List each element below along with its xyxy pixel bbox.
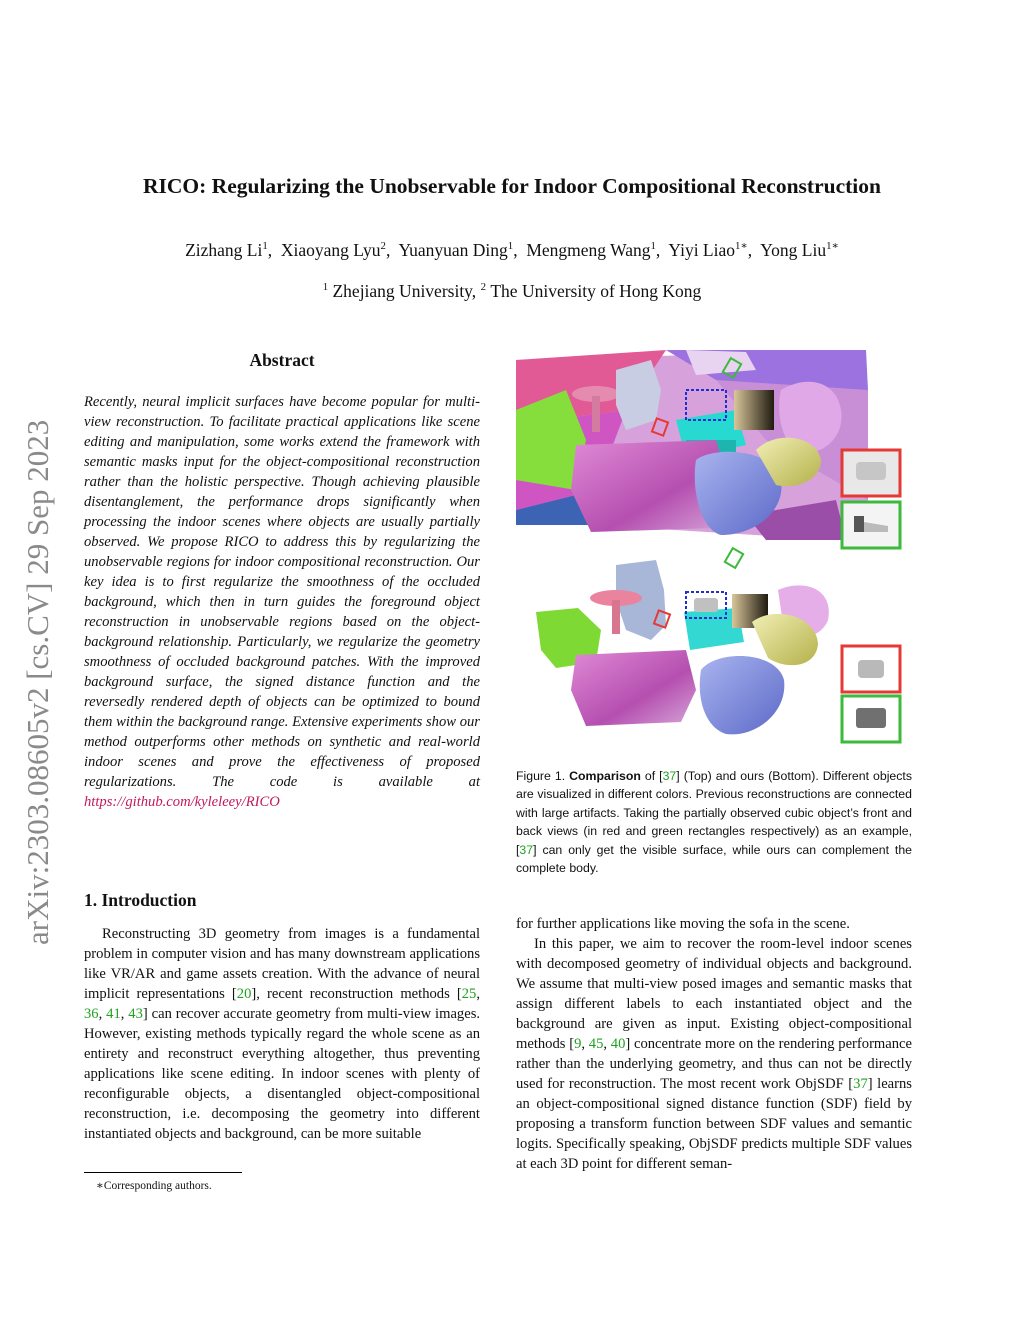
bottom-reconstruction xyxy=(536,548,900,742)
arxiv-watermark: arXiv:2303.08605v2 [cs.CV] 29 Sep 2023 xyxy=(20,419,55,945)
abstract-body xyxy=(84,392,480,812)
figure-1-caption: Figure 1. Comparison of [37] (Top) and ours (Bottom). Different objects are visualized in different colors. Previous reconstructions are connected with large artifacts. Taking the partially observed cubic object’s front and back views (in red and green rectangles respectively) as an example, [37] can only get the visible surface, while ours can complement the complete body. xyxy=(516,769,912,876)
top-reconstruction xyxy=(516,350,900,548)
introduction-paragraph-1-cont: for further applications like moving the sofa in the scene. xyxy=(516,916,850,932)
citation-link[interactable]: 41 xyxy=(106,1006,121,1022)
author-name: Zizhang Li xyxy=(185,240,263,260)
citation-link[interactable]: 20 xyxy=(236,986,252,1002)
author-name: Yiyi Liao xyxy=(668,240,735,260)
citation-link[interactable]: 37 xyxy=(519,842,534,857)
affiliations: $^1$ Zhejiang University, $^2$ The University of Hong Kong xyxy=(322,281,702,301)
right-column-text xyxy=(516,914,912,1174)
figure-1-illustration xyxy=(516,350,912,750)
footnote: ∗Corresponding authors. xyxy=(96,1180,212,1192)
footnote-rule xyxy=(84,1172,242,1173)
author-list: Zizhang Li$^1$, Xiaoyang Lyu$^2$, Yuanyuan Ding$^1$, Mengmeng Wang$^1$, Yiyi Liao$^{1∗}$, Yong Liu$^{1∗}$ xyxy=(185,240,839,260)
affiliation-1: Zhejiang University, xyxy=(332,281,477,301)
code-link[interactable]: https://github.com/kyleleey/RICO xyxy=(84,794,280,810)
introduction-heading: 1. Introduction xyxy=(84,890,197,910)
citation-link[interactable]: 43 xyxy=(128,1006,143,1022)
introduction-paragraph-2: In this paper, we aim to recover the room-level indoor scenes with decomposed geometry of individual objects and background. We assume that multi-view posed images and semantic masks that assign different labels to each instantiated object and the background are given as input. Existing object-compositional methods [9, 45, 40] concentrate more on the rendering performance rather than the underlying geometry, and thus can not be directly used for reconstruction. The most recent work ObjSDF [37] learns an object-compositional signed distance function (SDF) field by proposing a transform function between SDF values and semantic logits. Specifically speaking, ObjSDF predicts multiple SDF values at each 3D point for different seman- xyxy=(516,936,913,1172)
citation-link[interactable]: 37 xyxy=(662,769,677,783)
author-name: Mengmeng Wang xyxy=(526,240,651,260)
figure-1 xyxy=(516,350,912,750)
citation-link[interactable]: 40 xyxy=(610,1036,626,1052)
affiliation-2: The University of Hong Kong xyxy=(490,281,702,301)
citation-link[interactable]: 25 xyxy=(461,986,477,1002)
citation-link[interactable]: 36 xyxy=(84,1006,99,1022)
abstract-text: Recently, neural implicit surfaces have become popular for multi-view reconstruction. To facilitate practical applications like scene editing and manipulation, some works extend the framework with semantic masks input for the object-compositional reconstruction rather than the holistic perspective. Though achieving plausible disentanglement, the performance drops significantly when processing the indoor scenes where objects are usually partially observed. We propose RICO to address this by regularizing the unobservable regions for indoor compositional reconstruction. Our key idea is to first regularize the smoothness of the occluded background, which then in turn guides the foreground object reconstruction in unobservable regions based on the object-background relationship. Particularly, we regularize the geometry smoothness of occluded background patches. With the improved background surface, the signed distance function and the reversedly rendered depth of objects can be optimized to bound them within the background range. Extensive experiments show our method outperforms other methods on synthetic and real-world indoor scenes and prove the effectiveness of proposed regularizations. The code is available at xyxy=(84,394,480,790)
author-name: Xiaoyang Lyu xyxy=(280,240,381,260)
citation-link[interactable]: 37 xyxy=(853,1076,868,1092)
introduction-paragraph-1: Reconstructing 3D geometry from images is a fundamental problem in computer vision and has many downstream applications like VR/AR and game assets creation. With the advance of neural implicit representations [20], recent reconstruction methods [25, 36, 41, 43] can recover accurate geometry from multi-view images. However, existing methods typically regard the whole scene as an entirety and reconstruct everything altogether, thus preventing applications like scene editing. In indoor scenes with plenty of reconfigurable objects, a disentangled object-compositional reconstruction, i.e. decomposing the geometry into different instantiated objects and background, can be more suitable xyxy=(84,926,481,1142)
abstract-heading: Abstract xyxy=(249,350,315,370)
author-name: Yong Liu xyxy=(760,240,827,260)
citation-link[interactable]: 9 xyxy=(574,1036,582,1052)
paper-title: RICO: Regularizing the Unobservable for Indoor Compositional Reconstruction xyxy=(143,174,881,198)
citation-link[interactable]: 45 xyxy=(588,1036,604,1052)
author-name: Yuanyuan Ding xyxy=(398,240,508,260)
